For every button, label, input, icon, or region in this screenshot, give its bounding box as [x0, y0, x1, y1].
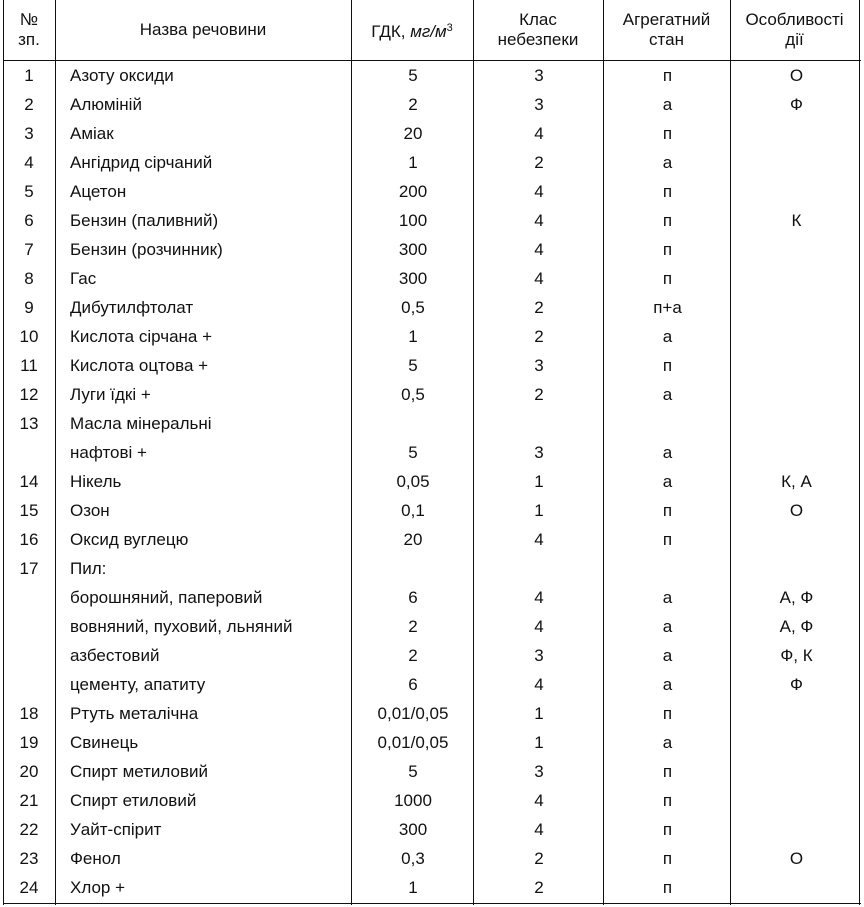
- cell-state: а: [662, 588, 673, 607]
- cell-state: п: [662, 269, 673, 288]
- cell-features: [732, 119, 861, 148]
- cell-number: 21: [19, 791, 39, 810]
- cell-gdk: 5: [408, 443, 418, 462]
- cell-number: 24: [19, 878, 39, 897]
- table-row: [3, 525, 861, 554]
- cell-name: Кислота сірчана +: [70, 327, 213, 346]
- cell-features: [732, 873, 861, 902]
- cell-class: 1: [534, 472, 544, 491]
- cell-name: Ацетон: [70, 182, 127, 201]
- cell-number: 12: [19, 385, 39, 404]
- cell-features: [732, 699, 861, 728]
- table-row: [3, 177, 861, 206]
- cell-name: Кислота оцтова +: [70, 356, 209, 375]
- table-row: [3, 293, 861, 322]
- header-number-line1: №: [19, 10, 39, 29]
- cell-class: 2: [534, 849, 544, 868]
- cell-features: А, Ф: [779, 617, 814, 636]
- cell-class: 4: [534, 791, 544, 810]
- cell-features: [732, 322, 861, 351]
- cell-features: [732, 525, 861, 554]
- cell-state: а: [662, 733, 673, 752]
- cell-number: 22: [19, 820, 39, 839]
- table-row: [3, 380, 861, 409]
- cell-class: 1: [534, 704, 544, 723]
- cell-state: п: [662, 356, 673, 375]
- cell-number: 10: [19, 327, 39, 346]
- cell-features: [732, 235, 861, 264]
- cell-gdk: 0,01/0,05: [377, 733, 449, 752]
- cell-class: 4: [534, 820, 544, 839]
- table-row: [3, 90, 861, 119]
- cell-gdk: 6: [408, 675, 418, 694]
- cell-name: нафтові +: [70, 443, 147, 462]
- cell-number: 8: [24, 269, 34, 288]
- cell-class: 4: [534, 588, 544, 607]
- cell-number: 13: [19, 414, 39, 433]
- cell-state: а: [662, 675, 673, 694]
- cell-gdk: 2: [408, 95, 418, 114]
- cell-class: 4: [534, 240, 544, 259]
- cell-name: Ртуть металічна: [70, 704, 199, 723]
- table-row: [3, 612, 861, 641]
- table-row: [3, 467, 861, 496]
- header-class-line2: небезпеки: [497, 30, 579, 49]
- cell-state: а: [662, 327, 673, 346]
- cell-features: А, Ф: [779, 588, 814, 607]
- table-row: [3, 206, 861, 235]
- cell-state: п: [662, 240, 673, 259]
- table-row: [3, 409, 861, 438]
- table-row: [3, 119, 861, 148]
- cell-name: Луги їдкі +: [70, 385, 151, 404]
- cell-number: [3, 641, 55, 670]
- cell-gdk: 1: [408, 327, 418, 346]
- cell-name: цементу, апатиту: [70, 675, 206, 694]
- cell-number: 19: [19, 733, 39, 752]
- cell-features: О: [789, 849, 804, 868]
- cell-name: Гас: [70, 269, 97, 288]
- cell-gdk: 1: [408, 153, 418, 172]
- cell-number: [3, 438, 55, 467]
- cell-name: Азоту оксиди: [70, 66, 174, 85]
- cell-class: 4: [534, 182, 544, 201]
- cell-features: К: [791, 211, 802, 230]
- cell-gdk: 0,5: [401, 385, 425, 404]
- cell-class: 2: [534, 385, 544, 404]
- cell-state: а: [662, 617, 673, 636]
- header-name: [55, 0, 351, 60]
- cell-gdk: 0,1: [401, 501, 425, 520]
- cell-class: 1: [534, 733, 544, 752]
- cell-class: 1: [534, 501, 544, 520]
- cell-class: 3: [534, 443, 544, 462]
- cell-number: [3, 612, 55, 641]
- cell-state: п+а: [653, 298, 682, 317]
- cell-name: борошняний, паперовий: [70, 588, 263, 607]
- table-row: [3, 728, 861, 757]
- header-class-line1: Клас: [519, 10, 557, 29]
- cell-name: Нікель: [70, 472, 122, 491]
- cell-features: [732, 264, 861, 293]
- cell-state: п: [662, 849, 673, 868]
- header-features-line1: Особливості: [745, 10, 844, 29]
- cell-features: [732, 409, 861, 438]
- cell-gdk: 100: [398, 211, 428, 230]
- header-features: [730, 0, 859, 60]
- cell-class: 4: [534, 530, 544, 549]
- cell-name: Бензин (розчинник): [70, 240, 223, 259]
- cell-state: п: [662, 791, 673, 810]
- table-row: [3, 641, 861, 670]
- cell-state: п: [662, 501, 673, 520]
- cell-name: Озон: [70, 501, 110, 520]
- cell-name: Алюміній: [70, 95, 142, 114]
- cell-name: Бензин (паливний): [70, 211, 219, 230]
- cell-features: О: [789, 66, 804, 85]
- cell-state: а: [662, 95, 673, 114]
- cell-class: 4: [534, 211, 544, 230]
- cell-gdk: 300: [398, 269, 428, 288]
- cell-features: [732, 554, 861, 583]
- cell-state: п: [662, 182, 673, 201]
- cell-features: [732, 815, 861, 844]
- cell-number: [3, 670, 55, 699]
- cell-class: 2: [534, 327, 544, 346]
- table-row: [3, 815, 861, 844]
- table-row: [3, 786, 861, 815]
- cell-name: Оксид вуглецю: [70, 530, 189, 549]
- cell-gdk: 300: [398, 240, 428, 259]
- cell-features: [732, 380, 861, 409]
- cell-features: [732, 728, 861, 757]
- header-state: [603, 0, 730, 60]
- cell-name: Фенол: [70, 849, 121, 868]
- cell-state: п: [662, 762, 673, 781]
- cell-number: 6: [24, 211, 34, 230]
- cell-name: Пил:: [70, 559, 107, 578]
- cell-state: а: [662, 646, 673, 665]
- cell-gdk: 5: [408, 356, 418, 375]
- header-state-line2: стан: [649, 30, 684, 49]
- cell-name: Хлор +: [70, 878, 126, 897]
- table-row: [3, 670, 861, 699]
- cell-state: а: [662, 443, 673, 462]
- cell-number: 1: [24, 66, 34, 85]
- cell-gdk: 300: [398, 820, 428, 839]
- cell-state: [605, 554, 730, 583]
- cell-state: а: [662, 385, 673, 404]
- cell-gdk: 6: [408, 588, 418, 607]
- cell-gdk: 20: [403, 124, 423, 143]
- table-row: [3, 438, 861, 467]
- header-number-line2: зп.: [18, 30, 40, 49]
- cell-class: 2: [534, 153, 544, 172]
- cell-number: 7: [24, 240, 34, 259]
- table-border-bottom: [3, 903, 861, 904]
- cell-number: 14: [19, 472, 39, 491]
- cell-gdk: 0,3: [401, 849, 425, 868]
- cell-class: 3: [534, 66, 544, 85]
- table-row: [3, 496, 861, 525]
- table-row: [3, 351, 861, 380]
- header-name-label: Назва речовини: [139, 20, 267, 39]
- table-row: [3, 844, 861, 873]
- cell-number: 9: [24, 298, 34, 317]
- cell-state: п: [662, 211, 673, 230]
- cell-gdk: 1: [408, 878, 418, 897]
- cell-state: а: [662, 153, 673, 172]
- cell-number: 11: [20, 356, 38, 375]
- cell-name: Аміак: [70, 124, 114, 143]
- cell-state: а: [662, 472, 673, 491]
- table-row: [3, 873, 861, 902]
- cell-state: [605, 409, 730, 438]
- cell-state: п: [662, 124, 673, 143]
- cell-state: п: [662, 878, 673, 897]
- cell-number: 20: [19, 762, 39, 781]
- table-row: [3, 583, 861, 612]
- header-features-line2: дії: [785, 30, 804, 49]
- cell-gdk: [353, 409, 473, 438]
- cell-name: Спирт метиловий: [70, 762, 209, 781]
- cell-class: 4: [534, 124, 544, 143]
- cell-class: 3: [534, 646, 544, 665]
- cell-number: [3, 583, 55, 612]
- table-row: [3, 61, 861, 90]
- cell-number: 2: [24, 95, 34, 114]
- cell-class: 2: [534, 298, 544, 317]
- cell-gdk: [353, 554, 473, 583]
- header-class: [473, 0, 603, 60]
- cell-class: 4: [534, 617, 544, 636]
- cell-features: [732, 351, 861, 380]
- cell-gdk: 200: [398, 182, 428, 201]
- cell-number: 3: [24, 124, 34, 143]
- cell-number: 23: [19, 849, 39, 868]
- header-number: [3, 0, 55, 60]
- cell-number: 4: [24, 153, 34, 172]
- table-row: [3, 699, 861, 728]
- cell-name: Ангідрид сірчаний: [70, 153, 213, 172]
- cell-features: К, А: [781, 472, 812, 491]
- cell-class: 3: [534, 762, 544, 781]
- cell-features: Ф, К: [780, 646, 813, 665]
- cell-gdk: 1000: [394, 791, 432, 810]
- cell-features: О: [789, 501, 804, 520]
- cell-number: 17: [19, 559, 39, 578]
- cell-class: 2: [534, 878, 544, 897]
- cell-number: 15: [19, 501, 39, 520]
- substances-table: [3, 0, 861, 905]
- cell-state: п: [662, 820, 673, 839]
- cell-class: 4: [534, 269, 544, 288]
- cell-name: Масла мінеральні: [70, 414, 212, 433]
- cell-gdk: 2: [408, 617, 418, 636]
- cell-features: [732, 438, 861, 467]
- cell-class: [475, 409, 603, 438]
- table-row: [3, 554, 861, 583]
- cell-gdk: 2: [408, 646, 418, 665]
- cell-features: Ф: [790, 675, 803, 694]
- header-state-line1: Агрегатний: [622, 10, 711, 29]
- cell-gdk: 0,5: [401, 298, 425, 317]
- cell-gdk: 5: [408, 66, 418, 85]
- cell-gdk: 0,01/0,05: [377, 704, 449, 723]
- cell-class: 4: [534, 675, 544, 694]
- cell-state: п: [662, 530, 673, 549]
- table-row: [3, 322, 861, 351]
- cell-features: [732, 757, 861, 786]
- cell-name: Спирт етиловий: [70, 791, 197, 810]
- cell-state: п: [662, 66, 673, 85]
- cell-features: [732, 177, 861, 206]
- table-row: [3, 264, 861, 293]
- cell-features: Ф: [790, 95, 803, 114]
- cell-class: 3: [534, 356, 544, 375]
- cell-name: вовняний, пуховий, льняний: [70, 617, 293, 636]
- cell-features: [732, 148, 861, 177]
- table-row: [3, 148, 861, 177]
- cell-number: 5: [24, 182, 34, 201]
- cell-name: Уайт-спірит: [70, 820, 162, 839]
- header-gdk-label: ГДК, $мг/м^3$: [371, 22, 453, 41]
- cell-state: п: [662, 704, 673, 723]
- cell-class: 3: [534, 95, 544, 114]
- cell-features: [732, 786, 861, 815]
- cell-class: [475, 554, 603, 583]
- cell-name: Свинець: [70, 733, 139, 752]
- cell-number: 16: [19, 530, 39, 549]
- table-row: [3, 757, 861, 786]
- cell-features: [732, 293, 861, 322]
- cell-gdk: 0,05: [396, 472, 430, 491]
- cell-name: Дибутилфтолат: [70, 298, 194, 317]
- cell-number: 18: [19, 704, 39, 723]
- cell-name: азбестовий: [70, 646, 160, 665]
- table-row: [3, 235, 861, 264]
- header-gdk: [351, 0, 473, 60]
- cell-gdk: 5: [408, 762, 418, 781]
- cell-gdk: 20: [403, 530, 423, 549]
